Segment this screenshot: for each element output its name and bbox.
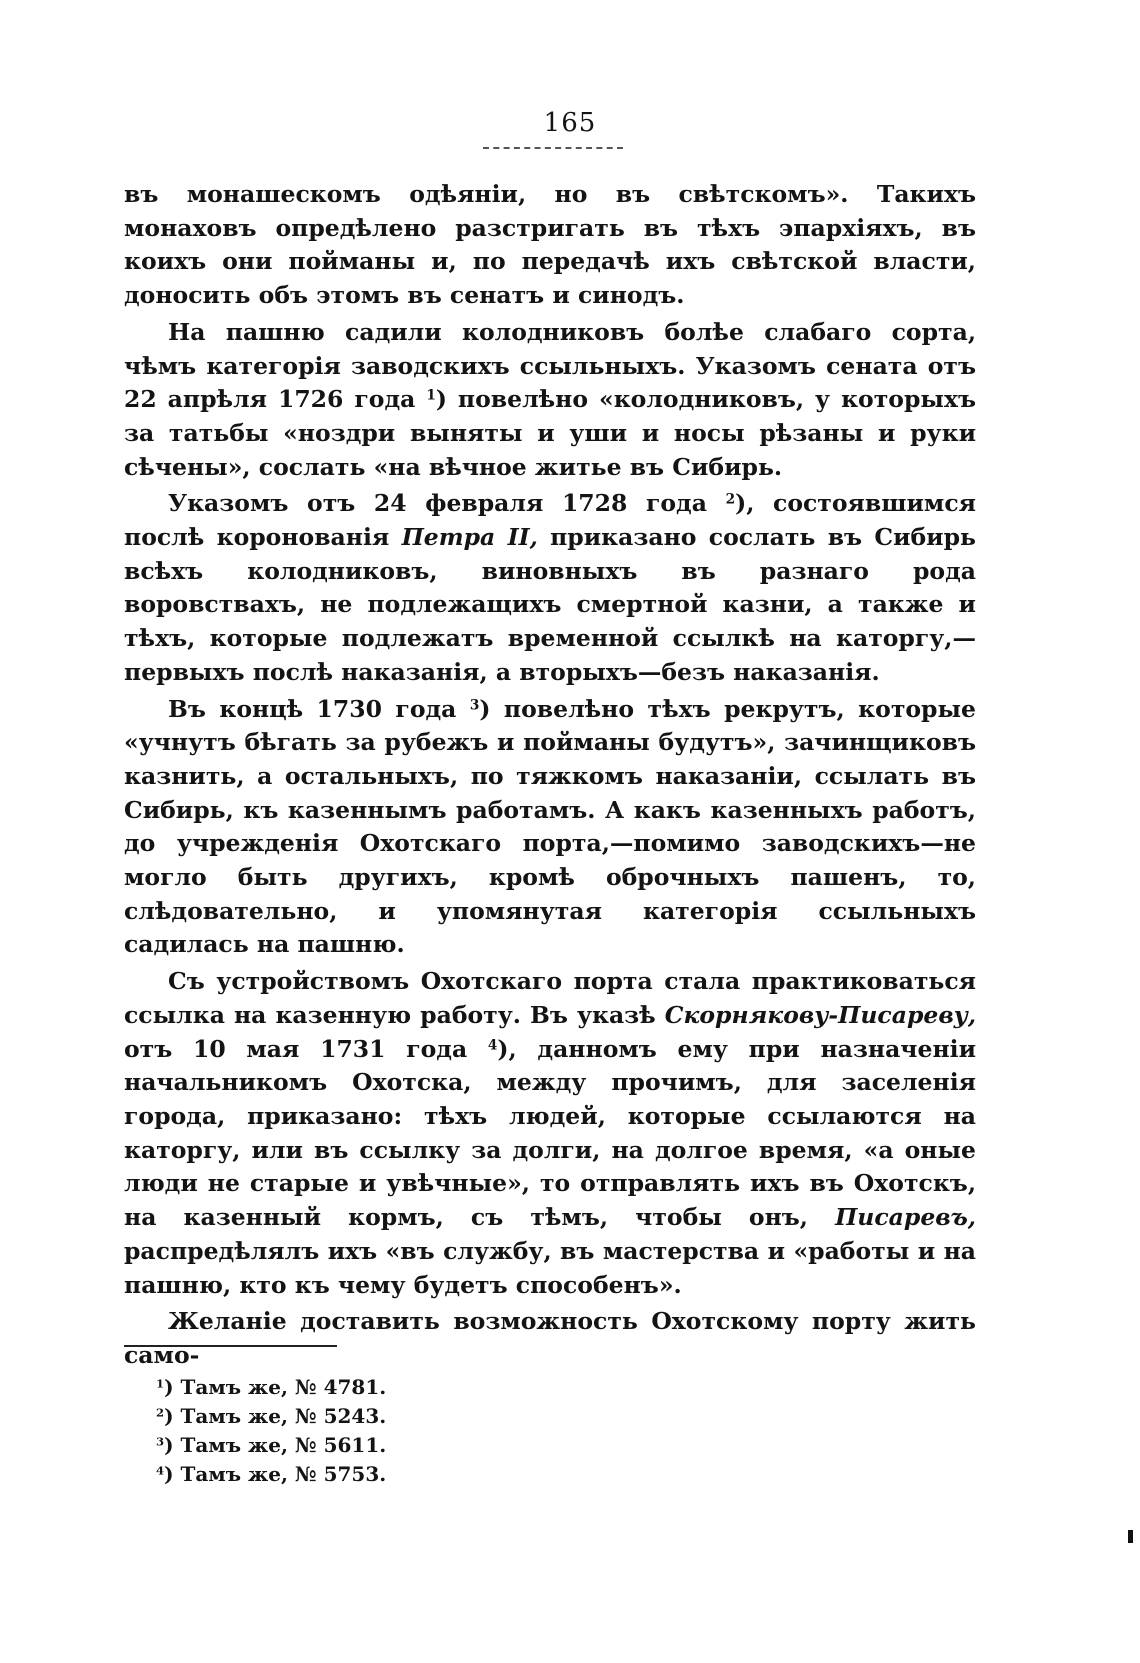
- text-run: ) повелѣно «колодниковъ, у которыхъ за татьбы «ноздри выняты и уши и носы рѣзаны и руки сѣчены», сослать «на вѣчное житье въ Сибирь.: [124, 385, 976, 481]
- footnote-text: ) Тамъ же, № 5243.: [164, 1404, 387, 1428]
- italic-name: Скорнякову-Писареву,: [664, 1000, 976, 1029]
- italic-name: Писаревъ,: [835, 1203, 976, 1232]
- text-run: отъ 10 мая 1731 года: [124, 1034, 488, 1063]
- footnote-ref: 2: [725, 491, 736, 508]
- footnote: [156, 1373, 386, 1402]
- text-run: ), состоявшимся послѣ коронованія: [124, 489, 976, 552]
- footnote-text: ) Тамъ же, № 5611.: [164, 1433, 387, 1457]
- footnote: [156, 1402, 386, 1431]
- paragraph: [124, 178, 976, 313]
- footnote-text: ) Тамъ же, № 5753.: [164, 1462, 387, 1486]
- footnote-ref: 4: [487, 1037, 498, 1054]
- paragraph: [124, 965, 976, 1302]
- paragraph: [124, 487, 976, 689]
- footnote-mark: 3: [156, 1434, 165, 1449]
- footnote-text: ) Тамъ же, № 4781.: [164, 1375, 387, 1399]
- footnote: [156, 1431, 386, 1460]
- footnote-mark: 1: [156, 1376, 165, 1391]
- italic-name: Петра II,: [401, 523, 538, 552]
- text-run: ), данномъ ему при назначеніи начальникомъ Охотска, между прочимъ, для заселенія города, приказано: тѣхъ людей, которые ссылаются на каторгу, или въ ссылку за долги, на долгое время, «а оные люди не старые и увѣчные», то отправлять ихъ въ Охотскъ, на казенный кормъ, съ тѣмъ, чтобы онъ,: [124, 1034, 977, 1232]
- text-run: Въ концѣ 1730 года: [168, 694, 470, 723]
- text-run: приказано сослать въ Сибирь всѣхъ колодниковъ, виновныхъ въ разнаго рода воровствахъ, не подлежащихъ смертной казни, а также и тѣхъ, которые подлежатъ временной ссылкѣ на каторгу,—первыхъ послѣ наказанія, а вторыхъ—безъ наказанія.: [124, 523, 976, 686]
- footnote-separator: [124, 1345, 337, 1347]
- paragraph: [124, 1305, 976, 1372]
- text-run: ) повелѣно тѣхъ рекрутъ, которые «учнутъ бѣгать за рубежъ и пойманы будутъ», зачинщиковъ казнить, а остальныхъ, по тяжкомъ наказаніи, ссылать въ Сибирь, къ казеннымъ работамъ. А какъ казенныхъ работъ, до учрежденія Охотскаго порта,—помимо заводскихъ—не могло быть другихъ, кромѣ оброчныхъ пашенъ, то, слѣдовательно, и упомянутая категорія ссыльныхъ садилась на пашню.: [124, 694, 976, 959]
- text-run: Желаніе доставить возможность Охотскому порту жить само-: [124, 1307, 976, 1369]
- scan-edge-mark: [1128, 1530, 1133, 1543]
- footnote-ref: 3: [469, 697, 480, 714]
- text-run: въ монашескомъ одѣяніи, но въ свѣтскомъ». Такихъ монаховъ опредѣлено разстригать въ тѣхъ эпархіяхъ, въ коихъ они пойманы и, по передачѣ ихъ свѣтской власти, доносить объ этомъ въ сенатъ и синодъ.: [124, 180, 976, 310]
- paragraph: [124, 693, 976, 963]
- footnote-ref: 1: [426, 387, 436, 404]
- page-number: 165: [543, 108, 597, 138]
- text-run: На пашню садили колодниковъ болѣе слабаго сорта, чѣмъ категорія заводскихъ ссыльныхъ. Указомъ сената отъ 22 апрѣля 1726 года: [124, 317, 976, 414]
- text-run: Указомъ отъ 24 февраля 1728 года: [168, 489, 726, 518]
- footnote-mark: 2: [156, 1405, 165, 1420]
- footnote-mark: 4: [156, 1463, 165, 1478]
- header-rule: [483, 147, 623, 149]
- paragraph: [124, 316, 976, 485]
- body-text: [124, 178, 976, 1376]
- footnote: [156, 1460, 386, 1489]
- text-run: распредѣлялъ ихъ «въ службу, въ мастерства и «работы и на пашню, кто къ чему будетъ способенъ».: [124, 1236, 976, 1299]
- footnotes: [156, 1373, 386, 1489]
- text-run: Съ устройствомъ Охотскаго порта стала практиковаться ссылка на казенную работу. Въ указѣ: [124, 967, 976, 1029]
